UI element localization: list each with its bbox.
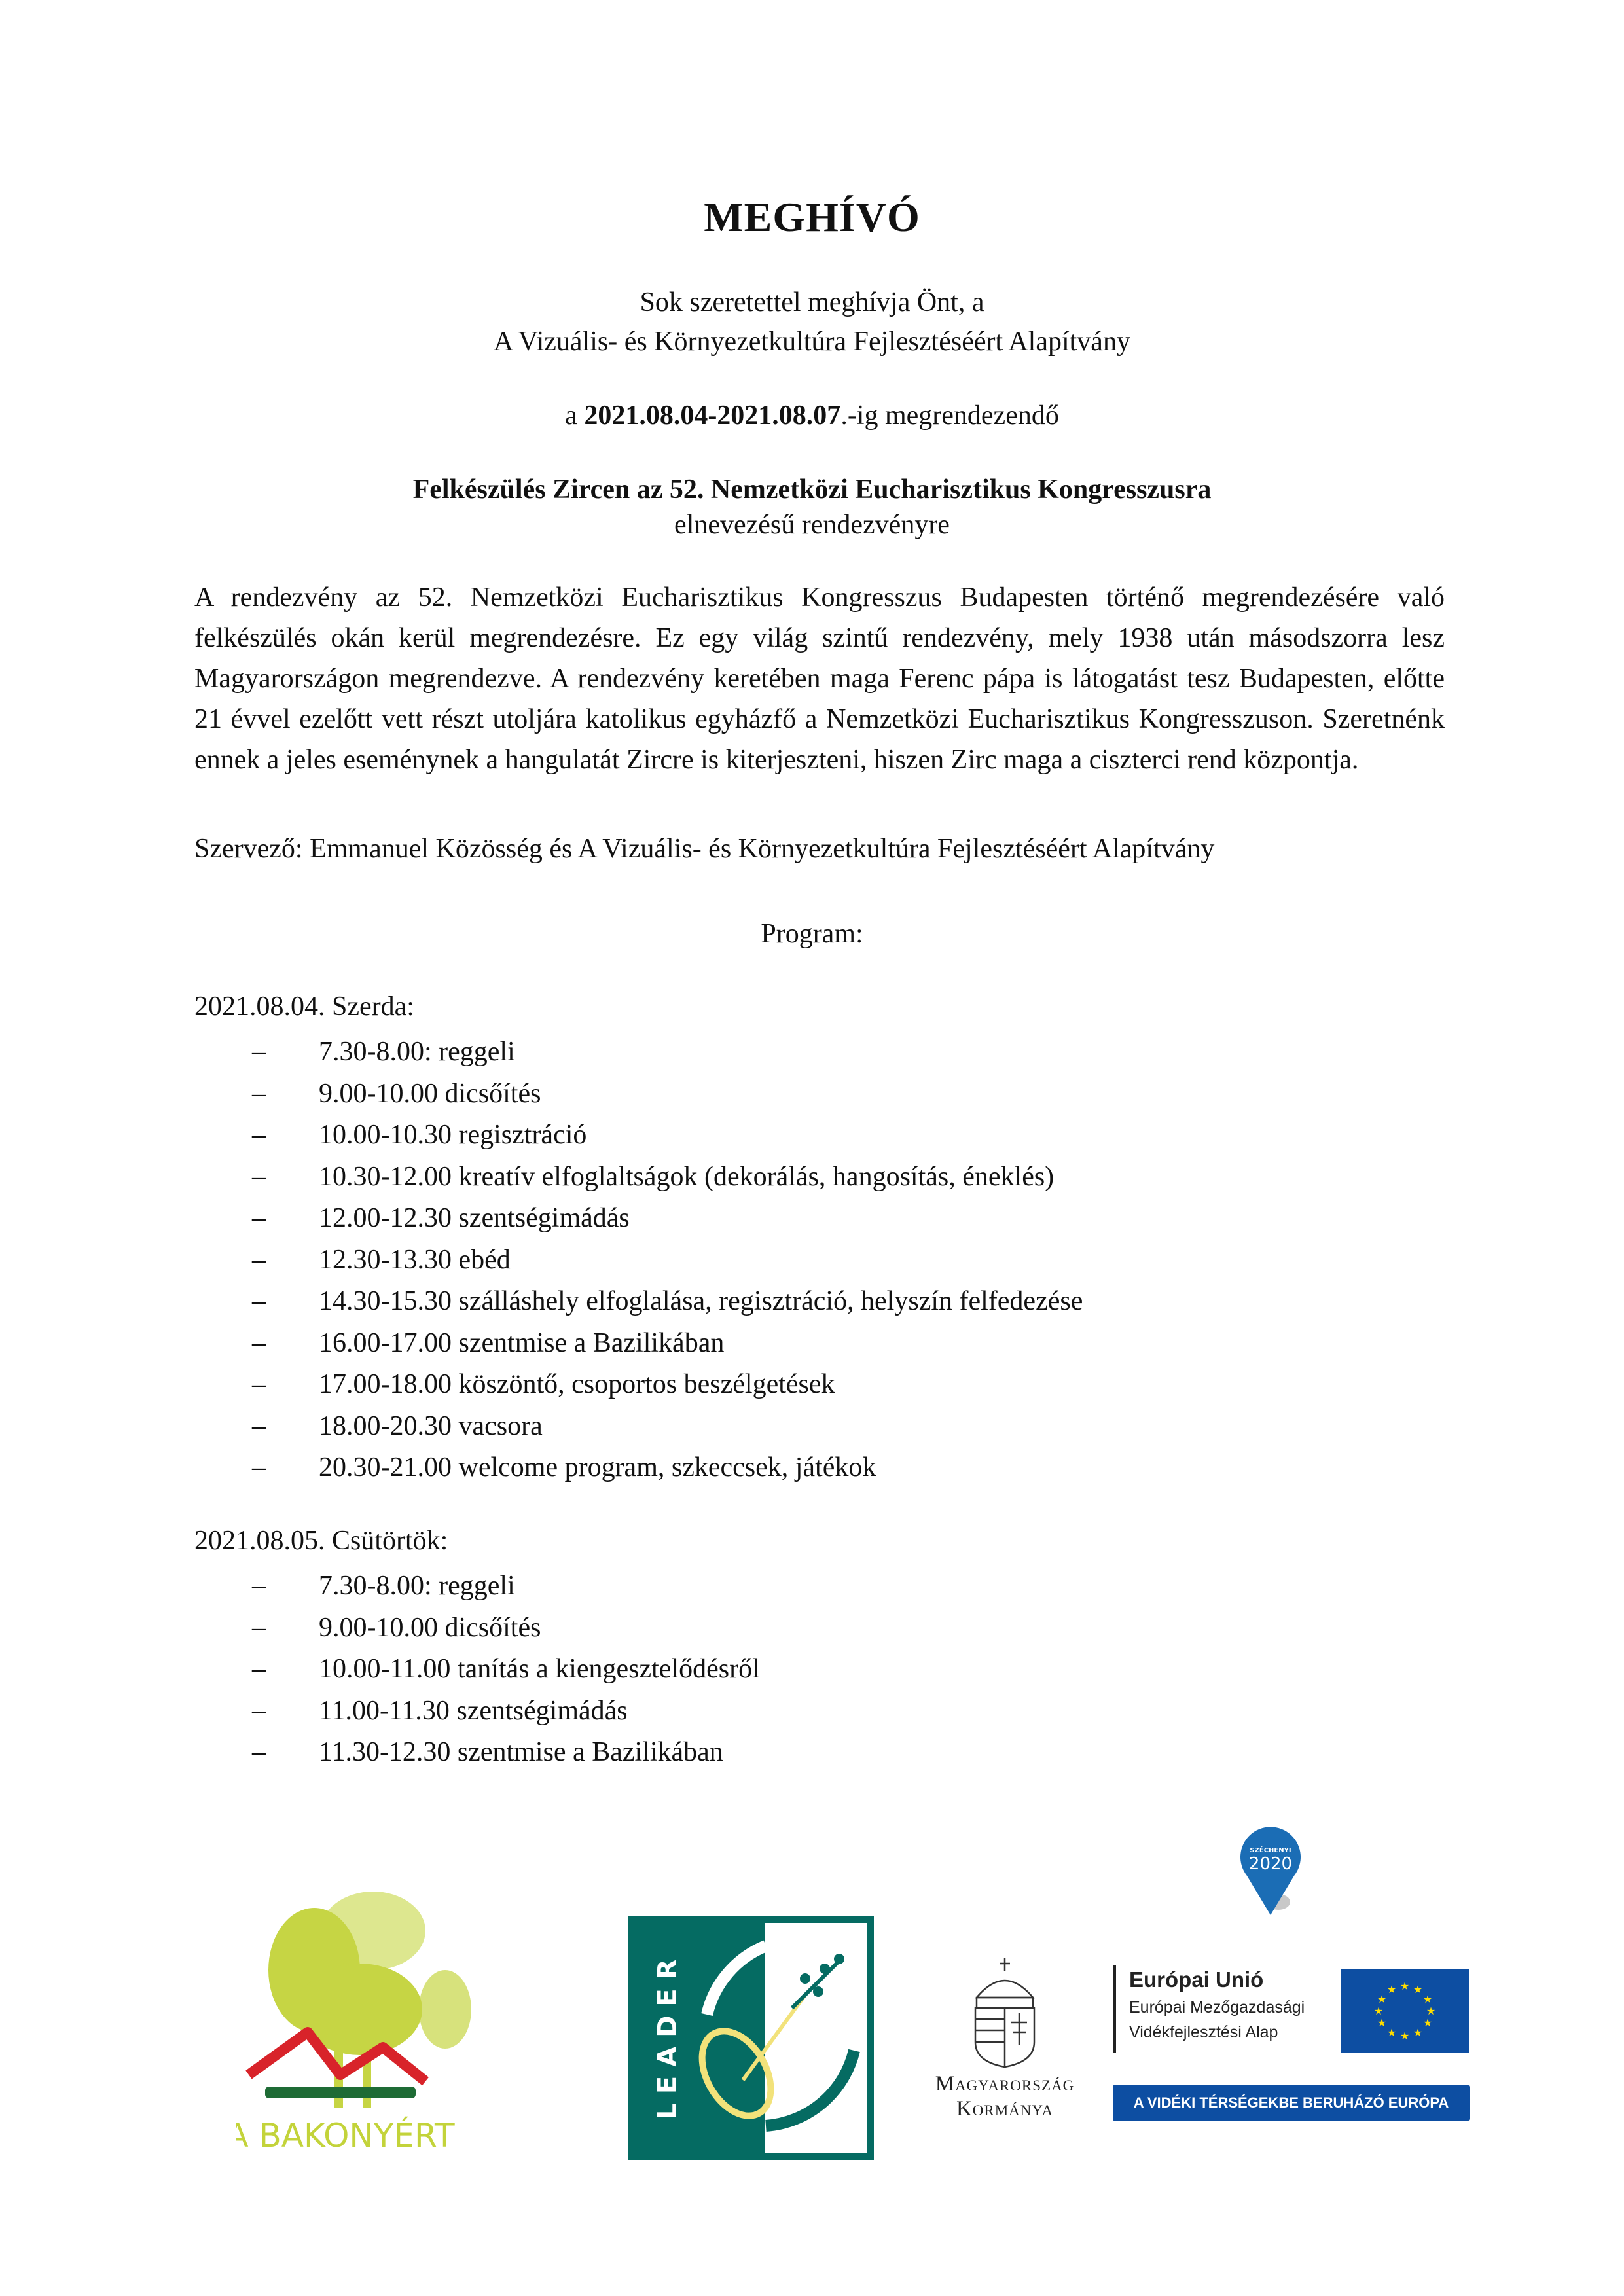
svg-text:★: ★ [1386, 1983, 1397, 1996]
description-paragraph: A rendezvény az 52. Nemzetközi Eucharisztikus Kongresszus Budapesten történő megrendezésére való felkészülés okán kerül megrendezésre. Ez egy világ szintű rendezvény, mely 1938 után másodszorra lesz Magyarországon megrendezve. A rendezvény keretében maga Ferenc pápa is látogatást tesz Budapesten, előtte 21 évvel ezelőtt vett részt utoljára katolikus egyházfő a Nemzetközi Eucharisztikus Kongresszuson. Szeretnénk ennek a jeles eseménynek a hangulatát Zircre is kiterjeszteni, hiszen Zirc maga a ciszterci rend központja. [194, 583, 1445, 775]
day-2-list [194, 1566, 760, 1774]
event-name: Felkészülés Zircen az 52. Nemzetközi Eucharisztikus Kongresszusra [412, 475, 1212, 505]
dash-bullet-icon: – [252, 1078, 266, 1109]
dash-bullet-icon: – [252, 1161, 266, 1192]
leader-text: LEADER [653, 1950, 683, 2120]
eu-fund-line-1: Európai Mezőgazdasági [1129, 1998, 1305, 2017]
list-item: – 14.30-15.30 szálláshely elfoglalása, regisztráció, helyszín felfedezése [194, 1281, 1083, 1323]
szechenyi-year: 2020 [1248, 1854, 1293, 1874]
dash-bullet-icon: – [252, 1037, 266, 1067]
dash-bullet-icon: – [252, 1120, 266, 1150]
list-item: – 20.30-21.00 welcome program, szkeccsek, játékok [194, 1447, 1083, 1489]
eu-fund-line-2: Vidékfejlesztési Alap [1129, 2023, 1278, 2041]
svg-text:★: ★ [1399, 1980, 1410, 1992]
list-item: – 9.00-10.00 dicsőítés [194, 1607, 760, 1649]
list-item: – 12.30-13.30 ebéd [194, 1240, 1083, 1282]
list-item: – 18.00-20.30 vacsora [194, 1406, 1083, 1448]
svg-text:★: ★ [1413, 2026, 1423, 2039]
dash-bullet-icon: – [252, 1369, 266, 1399]
map-pin-icon [1239, 1825, 1302, 1916]
eu-flag-icon [1341, 1969, 1469, 2053]
program-heading: Program: [761, 919, 863, 949]
dash-bullet-icon: – [252, 1571, 266, 1601]
svg-text:★: ★ [1373, 2005, 1384, 2017]
leader-logo [628, 1916, 874, 2160]
svg-text:★: ★ [1386, 2026, 1397, 2039]
list-item: – 10.00-11.00 tanítás a kiengesztelődésről [194, 1649, 760, 1691]
list-item: – 11.30-12.30 szentmise a Bazilikában [194, 1732, 760, 1774]
tree-mountain-icon [236, 1859, 537, 2160]
date-line [0, 396, 1624, 435]
szechenyi-2020-logo [1239, 1825, 1302, 1916]
organizer-line: Szervező: Emmanuel Közösség és A Vizuális- és Környezetkultúra Fejlesztéséért Alapítvány [194, 834, 1215, 864]
dash-bullet-icon: – [252, 1286, 266, 1316]
day-1-label: 2021.08.04. Szerda: [194, 992, 414, 1022]
date-suffix: .-ig megrendezendő [840, 401, 1059, 431]
eu-banner: A VIDÉKI TÉRSÉGEKBE BERUHÁZÓ EURÓPA [1113, 2085, 1470, 2121]
dash-bullet-icon: – [252, 1327, 266, 1358]
bakonyert-logo [236, 1859, 537, 2160]
event-suffix: elnevezésű rendezvényre [674, 510, 950, 540]
list-item: – 7.30-8.00: reggeli [194, 1031, 1083, 1073]
svg-text:★: ★ [1377, 1993, 1387, 2005]
svg-text:★: ★ [1413, 1983, 1423, 1996]
list-item: – 10.00-10.30 regisztráció [194, 1115, 1083, 1157]
bakonyert-text: A BAKONYÉRT [236, 2117, 455, 2155]
date-range: 2021.08.04-2021.08.07 [584, 401, 841, 431]
government-name-line-1: Magyarország [935, 2072, 1075, 2096]
list-item: – 11.00-11.30 szentségimádás [194, 1691, 760, 1732]
document-title: MEGHÍVÓ [704, 194, 920, 240]
list-item: – 9.00-10.00 dicsőítés [194, 1073, 1083, 1115]
list-item: – 16.00-17.00 szentmise a Bazilikában [194, 1323, 1083, 1365]
intro-line-1: Sok szeretettel meghívja Önt, a [640, 287, 984, 317]
government-logo [907, 1957, 1103, 2140]
eu-fund-text [1113, 1965, 1345, 2053]
svg-text:★: ★ [1422, 2017, 1433, 2029]
dash-bullet-icon: – [252, 1737, 266, 1767]
government-name-line-2: Kormánya [956, 2097, 1054, 2121]
day-2-label: 2021.08.05. Csütörtök: [194, 1526, 448, 1556]
svg-text:★: ★ [1377, 2017, 1387, 2029]
date-prefix: a [565, 401, 585, 431]
dash-bullet-icon: – [252, 1203, 266, 1233]
svg-text:★: ★ [1426, 2005, 1436, 2017]
intro-line-2: A Vizuális- és Környezetkultúra Fejlesztéséért Alapítvány [494, 327, 1130, 357]
dash-bullet-icon: – [252, 1654, 266, 1684]
coat-of-arms-icon [969, 1957, 1041, 2068]
svg-text:★: ★ [1422, 1993, 1433, 2005]
eu-title: Európai Unió [1129, 1967, 1264, 1992]
list-item: – 7.30-8.00: reggeli [194, 1566, 760, 1607]
dash-bullet-icon: – [252, 1410, 266, 1441]
dash-bullet-icon: – [252, 1244, 266, 1275]
dash-bullet-icon: – [252, 1612, 266, 1643]
list-item: – 10.30-12.00 kreatív elfoglaltságok (dekorálás, hangosítás, éneklés) [194, 1157, 1083, 1198]
dash-bullet-icon: – [252, 1452, 266, 1482]
dash-bullet-icon: – [252, 1695, 266, 1726]
szechenyi-text: SZÉCHENYI [1250, 1847, 1291, 1854]
list-item: – 17.00-18.00 köszöntő, csoportos beszélgetések [194, 1364, 1083, 1406]
list-item: – 12.00-12.30 szentségimádás [194, 1198, 1083, 1240]
svg-text:★: ★ [1399, 2030, 1410, 2042]
day-1-list [194, 1031, 1083, 1489]
